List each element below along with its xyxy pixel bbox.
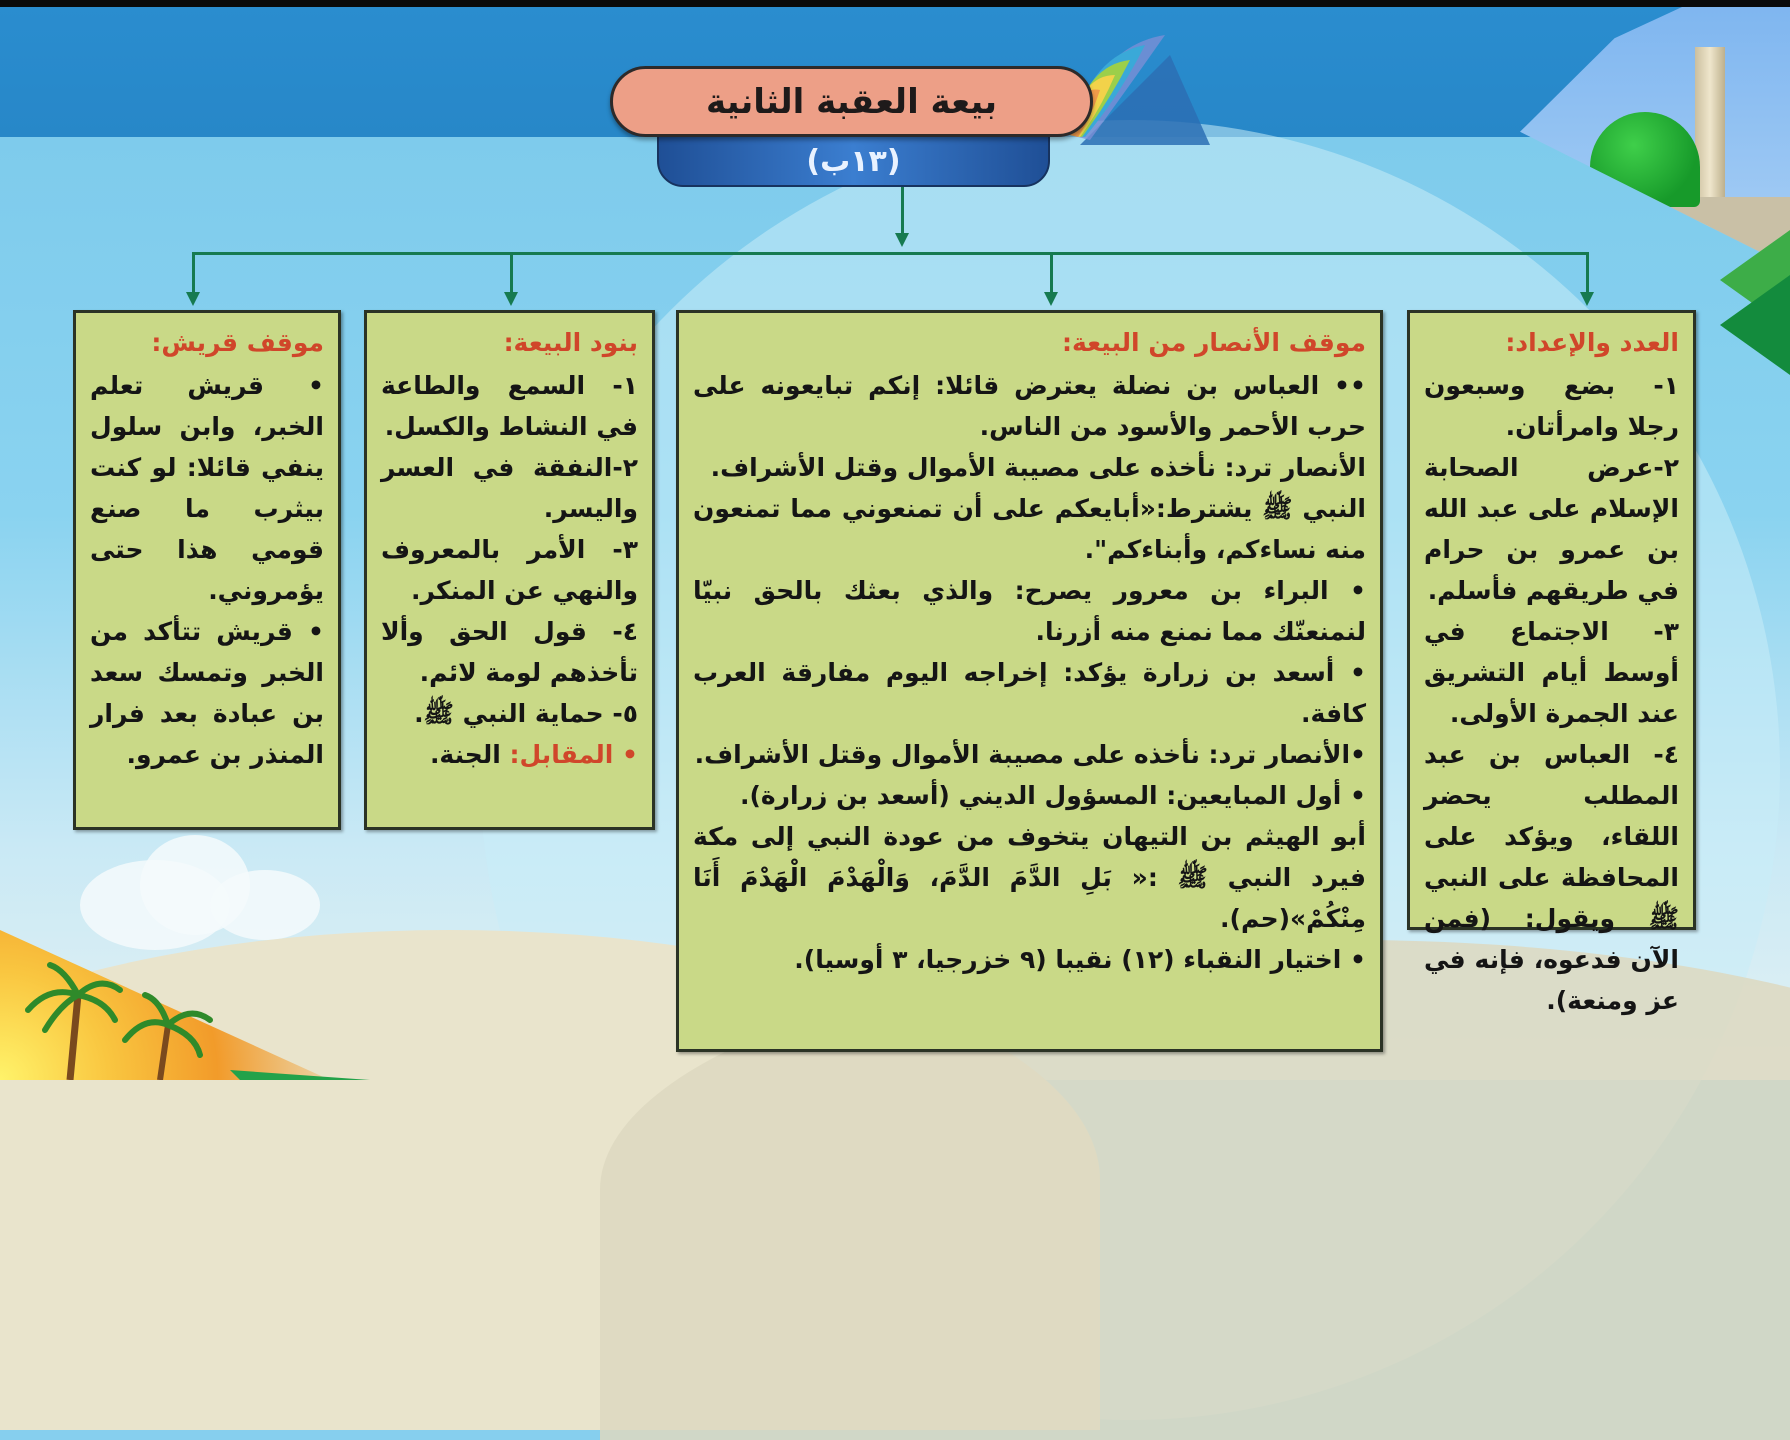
box-item: ٤- العباس بن عبد المطلب يحضر اللقاء، ويؤكد على المحافظة على النبي ﷺ ويقول: (فمن الآن فدعوه، فإنه في عز ومنعة). [1424,740,1679,1015]
box-quraysh-position [73,310,341,830]
arrow-down-icon [504,292,518,306]
box-item: • أول المبايعين: المسؤول الديني (أسعد بن زرارة). [739,781,1366,810]
box-item: ١- السمع والطاعة في النشاط والكسل. [381,371,638,441]
box-heading: العدد والإعداد: [1505,328,1679,357]
arrow-down-icon [895,233,909,247]
box-item: • قريش تتأكد من الخبر وتمسك سعد بن عبادة بعد فرار المنذر بن عمرو. [90,617,324,769]
arrow-down-icon [1580,292,1594,306]
page-title: بيعة العقبة الثانية [705,81,998,122]
box-item: • قريش تعلم الخبر، وابن سلول ينفي قائلا: لو كنت بيثرب ما صنع قومي هذا حتى يؤمروني. [90,371,324,605]
connector-line [510,252,513,297]
connector-line [1050,252,1053,297]
reward-value: الجنة. [429,740,501,769]
red-bullet-icon: • [622,740,638,769]
box-item: أبو الهيثم بن التيهان يتخوف من عودة النبي إلى مكة فيرد النبي ﷺ :« بَلِ الدَّمَ الدَّمَ، وَالْهَدْمَ الْهَدْمَ أَنَا مِنْكُمْ»(حم). [693,822,1366,933]
box-item: ٣- الأمر بالمعروف والنهي عن المنكر. [381,535,638,605]
box-ansar-position [676,310,1383,1052]
green-triangle-decoration [1720,275,1790,375]
subtitle-pill [657,131,1050,187]
box-item: ٢-عرض الصحابة الإسلام على عبد الله بن عمرو بن حرام في طريقهم فأسلم. [1424,453,1679,605]
reward-label: المقابل: [509,740,614,769]
box-item: ٣- الاجتماع في أوسط أيام التشريق عند الجمرة الأولى. [1424,617,1679,728]
box-heading: موقف قريش: [151,328,324,357]
box-item: الأنصار ترد: نأخذه على مصيبة الأموال وقتل الأشراف. [710,453,1366,482]
box-item: ٥- حماية النبي ﷺ. [414,699,638,728]
box-item: •الأنصار ترد: نأخذه على مصيبة الأموال وقتل الأشراف. [694,740,1366,769]
arrow-down-icon [1044,292,1058,306]
subtitle-text: (١٣ب) [806,143,901,179]
box-heading: بنود البيعة: [503,328,638,357]
connector-line [1586,252,1589,297]
box-item: • اختيار النقباء (١٢) نقيبا (٩ خزرجيا، ٣ أوسيا). [794,945,1366,974]
box-item: ٤- قول الحق وألا تأخذهم لومة لائم. [381,617,638,687]
box-number-preparation [1407,310,1696,1015]
arrow-down-icon [186,292,200,306]
reward-line [381,734,638,775]
box-item: • البراء بن معرور يصرح: والذي بعثك بالحق نبيّا لنمنعنّك مما نمنع منه أزرنا. [693,576,1366,646]
top-black-bar [0,0,1790,7]
palm-trees-icon [10,955,370,1080]
connector-line [192,252,1588,255]
box-item: ٢-النفقة في العسر واليسر. [381,453,638,523]
connector-line [901,187,904,239]
cloud-decoration [210,870,320,940]
box-item: النبي ﷺ يشترط:«أبايعكم على أن تمنعوني مما تمنعون منه نساءكم، وأبناءكم". [693,494,1366,564]
box-pledge-terms [364,310,655,830]
title-pill [610,66,1093,137]
box-item: •• العباس بن نضلة يعترض قائلا: إنكم تبايعونه على حرب الأحمر والأسود من الناس. [693,371,1366,441]
box-item: • أسعد بن زرارة يؤكد: إخراجه اليوم مفارقة العرب كافة. [693,658,1366,728]
connector-line [192,252,195,297]
box-item: ١- بضع وسبعون رجلا وامرأتان. [1424,371,1679,441]
box-heading: موقف الأنصار من البيعة: [1061,328,1366,357]
